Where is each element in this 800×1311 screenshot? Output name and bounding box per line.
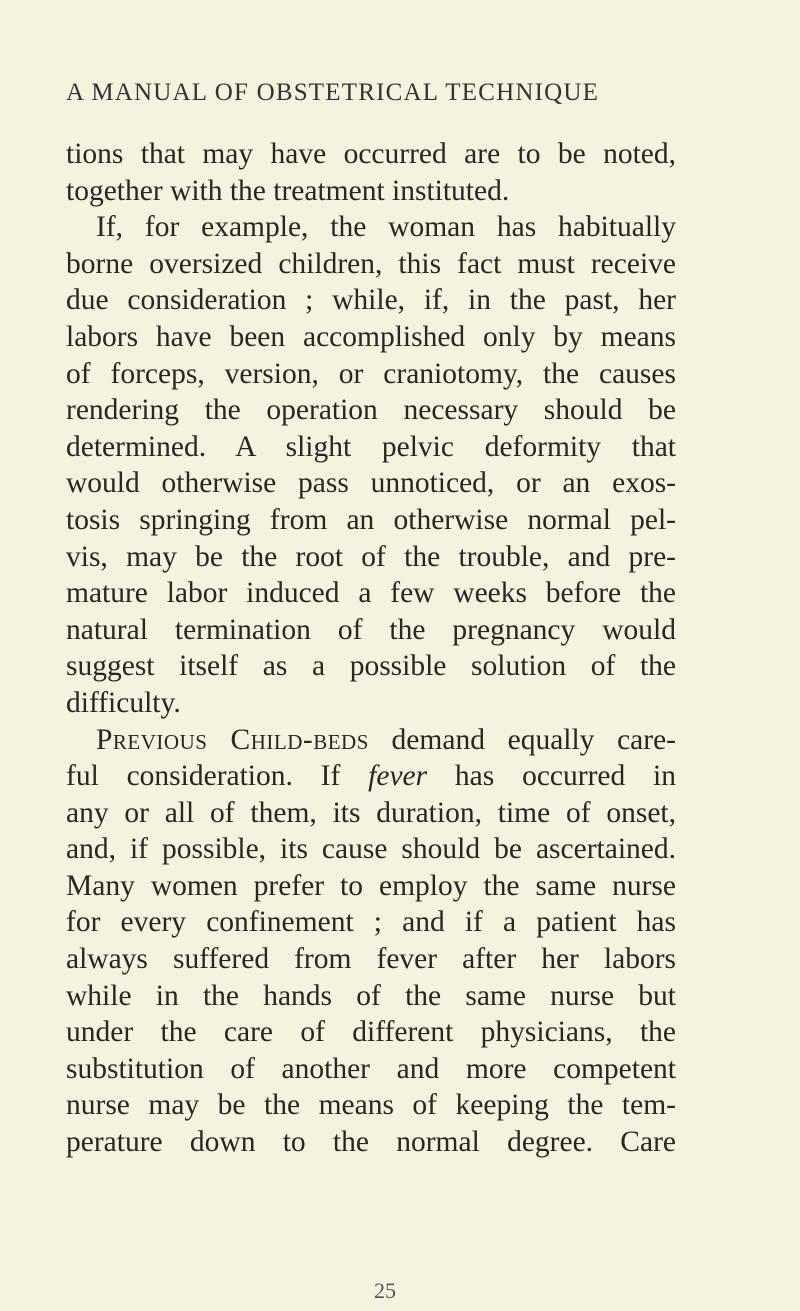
section-heading-smallcaps: Previous Child-beds — [96, 723, 369, 756]
line-text: natural termination of the pregnancy would — [66, 613, 676, 646]
text-line — [66, 904, 676, 941]
text-line — [66, 648, 676, 685]
line-text: vis, may be the root of the trouble, and pre- — [66, 540, 676, 573]
line-text: of forceps, version, or craniotomy, the causes — [66, 357, 676, 390]
line-text: under the care of different physicians, the — [66, 1016, 676, 1049]
line-text: difficulty. — [66, 686, 181, 719]
line-text: nurse may be the means of keeping the tem- — [66, 1089, 676, 1122]
text-line — [66, 1014, 676, 1051]
running-head: A MANUAL OF OBSTETRICAL TECHNIQUE — [66, 79, 600, 106]
line-text: If, for example, the woman has habitually — [96, 211, 676, 244]
text-line — [66, 539, 676, 576]
text-line — [66, 429, 676, 466]
text-line — [66, 868, 676, 905]
text-line — [66, 173, 676, 210]
line-text: any or all of them, its duration, time of onset, — [66, 796, 676, 829]
line-text: suggest itself as a possible solution of the — [66, 650, 676, 683]
text-line — [66, 282, 676, 319]
text-line — [66, 246, 676, 283]
line-text: would otherwise pass unnoticed, or an exos- — [66, 467, 676, 500]
line-text: always suffered from fever after her labors — [66, 943, 676, 976]
line-text: determined. A slight pelvic deformity that — [66, 430, 676, 463]
line-text: labors have been accomplished only by means — [66, 320, 676, 353]
text-line — [66, 722, 676, 759]
text-line — [66, 941, 676, 978]
line-text: tosis springing from an otherwise normal pel- — [66, 503, 676, 536]
line-text: tions that may have occurred are to be noted, — [66, 138, 676, 170]
line-text: due consideration ; while, if, in the past, her — [66, 284, 676, 317]
line-text: demand equally care- — [368, 723, 677, 756]
line-text: for every confinement ; and if a patient has — [66, 906, 676, 939]
text-line — [66, 758, 676, 795]
text-line — [66, 795, 676, 832]
line-text: while in the hands of the same nurse but — [66, 979, 676, 1012]
text-line — [66, 575, 676, 612]
line-text: and, if possible, its cause should be ascertained. — [66, 833, 676, 866]
line-text: mature labor induced a few weeks before the — [66, 577, 676, 610]
text-line — [66, 1124, 676, 1161]
text-line — [66, 1051, 676, 1088]
text-line — [66, 978, 676, 1015]
text-line — [66, 502, 676, 539]
line-text: substitution of another and more competent — [66, 1052, 676, 1085]
text-line — [66, 136, 676, 173]
body-text — [66, 136, 676, 1161]
text-line — [66, 209, 676, 246]
line-text: has occurred in — [427, 760, 677, 793]
text-line — [66, 392, 676, 429]
line-text: borne oversized children, this fact must receive — [66, 247, 676, 280]
line-text: perature down to the normal degree. Care — [66, 1126, 676, 1159]
emphasized-term: fever — [368, 760, 428, 793]
page-number: 25 — [374, 1278, 396, 1303]
text-line — [66, 319, 676, 356]
line-text: Many women prefer to employ the same nurse — [66, 869, 676, 902]
text-line — [66, 685, 676, 722]
line-text: together with the treatment instituted. — [66, 174, 510, 207]
text-line — [66, 356, 676, 393]
text-line — [66, 465, 676, 502]
line-text: rendering the operation necessary should be — [66, 394, 676, 427]
text-line — [66, 612, 676, 649]
line-text-prefix: ful consideration. If — [66, 760, 369, 793]
text-line — [66, 831, 676, 868]
text-line — [66, 1087, 676, 1124]
